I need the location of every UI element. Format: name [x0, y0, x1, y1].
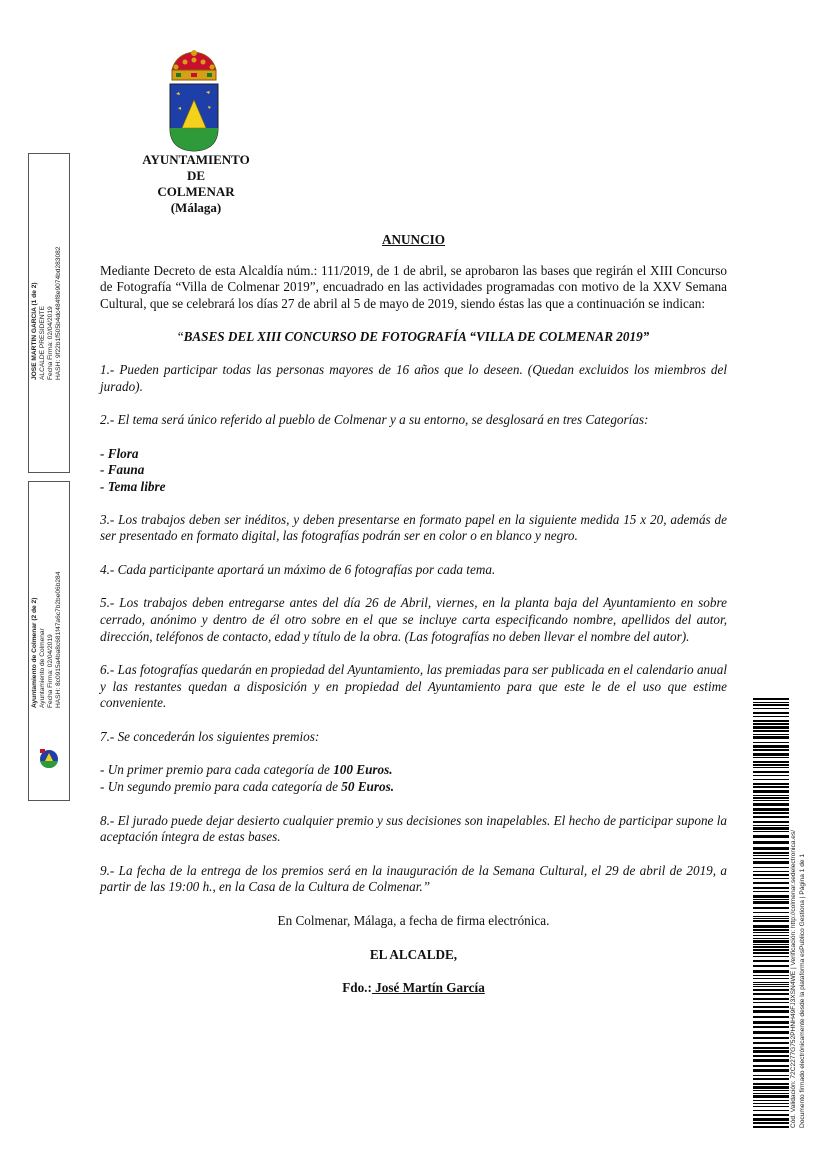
barcode-bar [753, 745, 789, 748]
barcode-bar [753, 757, 789, 758]
barcode-bar [753, 858, 789, 859]
prize-2-text: - Un segundo premio para cada categoría de [100, 779, 342, 795]
document-title: ANUNCIO [381, 232, 445, 247]
barcode-bar [753, 767, 789, 768]
barcode-bar [753, 1114, 789, 1116]
barcode-bar [753, 986, 789, 987]
barcode-bar [753, 723, 789, 725]
barcode-bar [753, 1078, 789, 1080]
validation-text [790, 698, 807, 1128]
barcode-bar [753, 901, 789, 904]
barcode-bar [753, 882, 789, 884]
base-item-1: 1.- Pueden participar todas las personas mayores de 16 años que lo deseen. (Quedan excluidos los miembros del jurado). [100, 361, 727, 394]
seal-crest-icon [38, 748, 60, 770]
barcode-bar [753, 803, 789, 806]
barcode-bar [753, 761, 789, 763]
bases-title: BASES DEL XIII CONCURSO DE FOTOGRAFÍA “VILLA DE COLMENAR 2019” [183, 329, 650, 345]
barcode-bar [753, 1122, 789, 1124]
barcode-bar [753, 812, 789, 814]
prize-1 [100, 762, 727, 779]
signature-2-hash: HASH: 8c0915a4ba8c681f47a6c7b2be06b284 [55, 571, 62, 708]
municipality-name [136, 152, 256, 216]
categories-list [100, 446, 727, 496]
barcode-bar [753, 998, 789, 1000]
bases-heading [100, 329, 727, 346]
barcode-bar [753, 952, 789, 954]
barcode-bar [753, 946, 789, 948]
base-item-8: 8.- El jurado puede dejar desierto cualquier premio y sus decisiones son inapelables. El hecho de participar supone la aceptación íntegra de estas bases. [100, 812, 727, 845]
barcode-bar [753, 1037, 789, 1039]
barcode-bar [753, 783, 789, 785]
signature-1-role: ALCALDE PRESIDENTE [39, 305, 46, 380]
validation-barcode [753, 698, 789, 1128]
barcode-bar [753, 949, 789, 951]
barcode-bar [753, 1110, 789, 1111]
barcode-bar [753, 982, 789, 983]
barcode-bar [753, 827, 789, 830]
municipality-line-4: (Málaga) [170, 200, 222, 215]
barcode-bar [753, 975, 789, 976]
barcode-bar [753, 749, 789, 751]
signature-1-hash: HASH: 9f22b1f505b4dc484f8e9074bd283082 [55, 246, 62, 380]
barcode-bar [753, 797, 789, 799]
barcode-bar [753, 775, 789, 776]
municipality-line-2: DE [186, 168, 206, 183]
base-item-7: 7.- Se concederán los siguientes premios: [100, 728, 320, 744]
barcode-bar [753, 1086, 789, 1089]
base-item-3: 3.- Los trabajos deben ser inéditos, y deben presentarse en formato papel en la siguiente medida 15 x 20, además de ser presentado en formato digital, las fotografías podrán ser en color o en blanco y negro. [100, 511, 727, 544]
barcode-bar [753, 790, 789, 793]
signer-role: EL ALCALDE, [369, 946, 458, 962]
category-tema-libre: - Tema libre [100, 478, 166, 494]
barcode-bar [753, 920, 789, 922]
barcode-bar [753, 808, 789, 811]
category-flora: - Flora [100, 445, 139, 461]
municipality-line-1: AYUNTAMIENTO [142, 152, 250, 167]
barcode-bar [753, 891, 789, 892]
barcode-bar [753, 702, 789, 703]
barcode-bar [753, 887, 789, 889]
barcode-bar [753, 1050, 789, 1053]
barcode-bar [753, 1026, 789, 1028]
barcode-bar [753, 779, 789, 780]
prize-1-text: - Un primer premio para cada categoría de [100, 762, 334, 778]
barcode-bar [753, 835, 789, 838]
barcode-bar [753, 1042, 789, 1044]
barcode-bar [753, 742, 789, 743]
barcode-bar [753, 912, 789, 913]
barcode-bar [753, 712, 789, 714]
signature-2-text [31, 408, 63, 708]
barcode-bar [753, 1095, 789, 1098]
barcode-bar [753, 970, 789, 973]
barcode-bar [753, 764, 789, 766]
place-date: En Colmenar, Málaga, a fecha de firma electrónica. [277, 913, 550, 929]
category-fauna: - Fauna [100, 462, 145, 478]
barcode-bar [753, 1021, 789, 1024]
barcode-bar [753, 989, 789, 991]
barcode-bar [753, 965, 789, 967]
barcode-bar [753, 1031, 789, 1034]
barcode-bar [753, 855, 789, 856]
barcode-bar [753, 925, 789, 928]
barcode-bar [753, 1065, 789, 1067]
barcode-bar [753, 795, 789, 796]
barcode-bar [753, 800, 789, 801]
barcode-bar [753, 1103, 789, 1104]
barcode-bar [753, 1016, 789, 1018]
barcode-bar [753, 1059, 789, 1062]
validation-line-1: Cód. Validación: 72C2277G752PHNH49FJ3XSN4WE | Verificación: http://colmenar.sedelectronica.es/ [790, 829, 797, 1128]
barcode-bar [753, 929, 789, 931]
barcode-bar [753, 895, 789, 898]
barcode-bar [753, 1002, 789, 1003]
barcode-bar [753, 1055, 789, 1057]
signature-1-date: Fecha Firma: 02/04/2019 [47, 306, 54, 380]
barcode-bar [753, 907, 789, 909]
barcode-bar [753, 940, 789, 943]
municipality-line-3: COLMENAR [157, 184, 235, 199]
barcode-bar [753, 871, 789, 872]
intro-paragraph: Mediante Decreto de esta Alcaldía núm.: 111/2019, de 1 de abril, se aprobaron las bases que regirán el XIII Concurso de Fotografía “Villa de Colmenar 2019”, encuadrado en las actividades programadas con motivo de la XXV Semana Cultural, que se celebrará los días 27 de abril al 5 de mayo de 2019, siendo éstas las que a continuación se indican: [100, 262, 727, 311]
base-item-9: 9.- La fecha de la entrega de los premios será en la inauguración de la Semana Cultural, el 29 de abril de 2019, a partir de las 19:00 h., en la Casa de la Cultura de Colmenar.” [100, 862, 727, 895]
signature-1-name: JOSE MARTIN GARCIA (1 de 2) [31, 282, 38, 380]
barcode-bar [753, 916, 789, 917]
barcode-bar [753, 698, 789, 700]
barcode-bar [753, 993, 789, 995]
barcode-bar [753, 938, 789, 939]
barcode-bar [753, 716, 789, 717]
barcode-bar [753, 1093, 789, 1094]
barcode-bar [753, 1100, 789, 1101]
barcode-bar [753, 831, 789, 832]
barcode-bar [753, 1010, 789, 1013]
barcode-bar [753, 786, 789, 788]
barcode-bar [753, 736, 789, 739]
signer-line [100, 980, 727, 997]
barcode-bar [753, 1075, 789, 1076]
barcode-bar [753, 984, 789, 985]
barcode-bar [753, 874, 789, 876]
barcode-bar [753, 935, 789, 936]
barcode-bar [753, 944, 789, 945]
prize-1-amount: 100 Euros. [333, 762, 393, 778]
barcode-bar [753, 1047, 789, 1049]
prizes-list [100, 762, 727, 795]
barcode-bar [753, 878, 789, 879]
barcode-bar [753, 753, 789, 756]
document-body [100, 232, 727, 1014]
signature-1-text [31, 80, 63, 380]
barcode-bar [753, 978, 789, 979]
barcode-bar [753, 1090, 789, 1091]
prize-2-amount: 50 Euros. [341, 779, 395, 795]
barcode-bar [753, 867, 789, 868]
municipal-crest-logo [166, 50, 222, 152]
barcode-bar [753, 1106, 789, 1107]
signature-box-2 [28, 481, 70, 801]
barcode-bar [753, 1083, 789, 1085]
base-item-5: 5.- Los trabajos deben entregarse antes del día 26 de Abril, viernes, en la planta baja del Ayuntamiento en sobre cerrado, anónimo y dentro de él otro sobre en el que se incluye carta especificando nombre, apellidos del autor, dirección, teléfonos de contacto, edad y título de la obra. (Las fotografías no deben llevar el nombre del autor). [100, 595, 727, 644]
barcode-bar [753, 1118, 789, 1121]
base-item-2: 2.- El tema será único referido al pueblo de Colmenar y a su entorno, se desglosará en tres Categorías: [100, 412, 649, 428]
barcode-bar [753, 918, 789, 919]
barcode-bar [753, 932, 789, 933]
validation-line-2: Documento firmado electrónicamente desde la plataforma esPublico Gestiona | Página 1 de 1 [798, 853, 806, 1128]
barcode-bar [753, 704, 789, 706]
barcode-bar [753, 960, 789, 962]
signature-2-name: Ayuntamiento de Colmenar (2 de 2) [31, 597, 38, 708]
barcode-bar [753, 730, 789, 732]
signer-prefix: Fdo.: [342, 980, 372, 996]
base-item-6: 6.- Las fotografías quedarán en propiedad del Ayuntamiento, las premiadas para ser publicada en el calendario anual y las restantes quedan a disposición y en propiedad del Ayuntamiento para que este le de el uso que estime conveniente. [100, 662, 727, 711]
barcode-bar [753, 841, 789, 844]
barcode-bar [753, 847, 789, 850]
base-item-4: 4.- Cada participante aportará un máximo de 6 fotografías por cada tema. [100, 561, 496, 577]
bases-opening-quote: “ [177, 329, 184, 345]
prize-2 [100, 779, 727, 796]
signature-2-role: Ayuntamiento de Colmenar [39, 628, 46, 708]
signer-name: José Martín García [371, 980, 485, 996]
barcode-bar [753, 720, 789, 722]
barcode-bar [753, 852, 789, 854]
barcode-bar [753, 708, 789, 709]
barcode-bar [753, 821, 789, 823]
barcode-bar [753, 1006, 789, 1008]
barcode-bar [753, 1126, 789, 1128]
barcode-bar [753, 726, 789, 729]
barcode-bar [753, 734, 789, 735]
barcode-bar [753, 956, 789, 957]
barcode-bar [753, 825, 789, 826]
barcode-bar [753, 1069, 789, 1072]
barcode-bar [753, 899, 789, 900]
signature-2-date: Fecha Firma: 02/04/2019 [47, 634, 54, 708]
barcode-bar [753, 816, 789, 818]
barcode-bar [753, 771, 789, 773]
barcode-bar [753, 861, 789, 864]
